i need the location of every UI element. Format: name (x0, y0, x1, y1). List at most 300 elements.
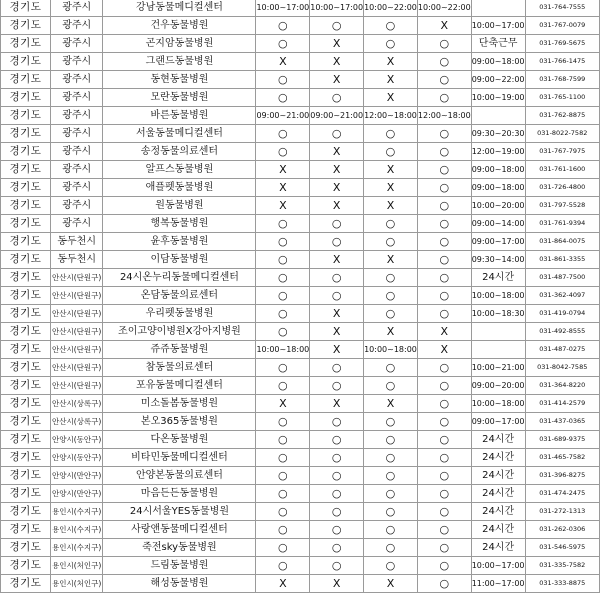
hours-cell-2[interactable]: X (310, 161, 364, 179)
hours-cell-4[interactable]: ○ (417, 485, 471, 503)
hours-cell-3[interactable]: X (364, 251, 418, 269)
city-cell[interactable]: 광주시 (50, 161, 102, 179)
hospital-name-cell[interactable]: 그랜드동물병원 (103, 53, 256, 71)
hours-cell-2[interactable]: X (310, 575, 364, 593)
province-cell[interactable]: 경기도 (1, 359, 51, 377)
province-cell[interactable]: 경기도 (1, 467, 51, 485)
city-cell[interactable]: 안산시(단원구) (50, 341, 102, 359)
phone-cell[interactable]: 031-333-8875 (525, 575, 599, 593)
hours-cell-3[interactable]: X (364, 53, 418, 71)
phone-cell[interactable]: 031-764-7555 (525, 0, 599, 17)
hours-cell-4[interactable]: 12:00~18:00 (417, 107, 471, 125)
hospital-name-cell[interactable]: 애플펫동물병원 (103, 179, 256, 197)
city-cell[interactable]: 안양시(만안구) (50, 485, 102, 503)
hours-cell-5[interactable]: 단축근무 (471, 35, 525, 53)
hours-cell-3[interactable]: 10:00~18:00 (364, 341, 418, 359)
hours-cell-4[interactable]: X (417, 323, 471, 341)
hours-cell-2[interactable]: X (310, 143, 364, 161)
hours-cell-2[interactable]: ○ (310, 431, 364, 449)
phone-cell[interactable]: 031-769-5675 (525, 35, 599, 53)
phone-cell[interactable]: 031-765-1100 (525, 89, 599, 107)
hours-cell-1[interactable]: ○ (256, 251, 310, 269)
hours-cell-5[interactable]: 09:30~14:00 (471, 251, 525, 269)
province-cell[interactable]: 경기도 (1, 125, 51, 143)
province-cell[interactable]: 경기도 (1, 305, 51, 323)
city-cell[interactable]: 광주시 (50, 125, 102, 143)
hours-cell-1[interactable]: X (256, 197, 310, 215)
hours-cell-4[interactable]: ○ (417, 431, 471, 449)
province-cell[interactable]: 경기도 (1, 521, 51, 539)
hours-cell-5[interactable]: 09:00~14:00 (471, 215, 525, 233)
hours-cell-5[interactable]: 10:00~21:00 (471, 359, 525, 377)
phone-cell[interactable]: 031-797-5528 (525, 197, 599, 215)
phone-cell[interactable]: 031-768-7599 (525, 71, 599, 89)
hospital-name-cell[interactable]: 포유동물메디컬센터 (103, 377, 256, 395)
hours-cell-4[interactable]: ○ (417, 143, 471, 161)
city-cell[interactable]: 광주시 (50, 107, 102, 125)
hours-cell-2[interactable]: ○ (310, 413, 364, 431)
province-cell[interactable]: 경기도 (1, 179, 51, 197)
hours-cell-1[interactable]: ○ (256, 233, 310, 251)
hours-cell-1[interactable]: X (256, 575, 310, 593)
hours-cell-3[interactable]: ○ (364, 233, 418, 251)
hours-cell-4[interactable]: ○ (417, 53, 471, 71)
hours-cell-2[interactable]: ○ (310, 215, 364, 233)
city-cell[interactable]: 광주시 (50, 0, 102, 17)
hours-cell-4[interactable]: ○ (417, 251, 471, 269)
city-cell[interactable]: 안산시(단원구) (50, 323, 102, 341)
hours-cell-1[interactable]: ○ (256, 269, 310, 287)
hospital-name-cell[interactable]: 송정동물의료센터 (103, 143, 256, 161)
hospital-name-cell[interactable]: 비타민동물메디컬센터 (103, 449, 256, 467)
hours-cell-4[interactable]: ○ (417, 287, 471, 305)
hospital-name-cell[interactable]: 윤후동물병원 (103, 233, 256, 251)
hours-cell-5[interactable]: 10:00~17:00 (471, 557, 525, 575)
province-cell[interactable]: 경기도 (1, 539, 51, 557)
city-cell[interactable]: 동두천시 (50, 251, 102, 269)
city-cell[interactable]: 광주시 (50, 35, 102, 53)
hours-cell-3[interactable]: ○ (364, 143, 418, 161)
city-cell[interactable]: 안산시(단원구) (50, 287, 102, 305)
hours-cell-1[interactable]: ○ (256, 431, 310, 449)
hours-cell-2[interactable]: X (310, 395, 364, 413)
province-cell[interactable]: 경기도 (1, 503, 51, 521)
hours-cell-2[interactable]: X (310, 197, 364, 215)
hours-cell-3[interactable]: ○ (364, 539, 418, 557)
hours-cell-4[interactable]: ○ (417, 35, 471, 53)
hours-cell-2[interactable]: X (310, 251, 364, 269)
hours-cell-2[interactable]: X (310, 35, 364, 53)
hospital-name-cell[interactable]: 쥬쥬동물병원 (103, 341, 256, 359)
hours-cell-3[interactable]: ○ (364, 359, 418, 377)
hospital-name-cell[interactable]: 본오365동물병원 (103, 413, 256, 431)
phone-cell[interactable]: 031-262-0306 (525, 521, 599, 539)
city-cell[interactable]: 안산시(단원구) (50, 305, 102, 323)
hospital-name-cell[interactable]: 안양본동물의료센터 (103, 467, 256, 485)
hours-cell-1[interactable]: ○ (256, 503, 310, 521)
hours-cell-2[interactable]: X (310, 323, 364, 341)
hospital-name-cell[interactable]: 해성동물병원 (103, 575, 256, 593)
hospital-name-cell[interactable]: 드림동물병원 (103, 557, 256, 575)
hospital-name-cell[interactable]: 서울동물메디컬센터 (103, 125, 256, 143)
hours-cell-2[interactable]: 10:00~17:00 (310, 0, 364, 17)
hours-cell-1[interactable]: ○ (256, 539, 310, 557)
hours-cell-1[interactable]: ○ (256, 377, 310, 395)
province-cell[interactable]: 경기도 (1, 575, 51, 593)
hours-cell-4[interactable]: ○ (417, 197, 471, 215)
hours-cell-1[interactable]: ○ (256, 125, 310, 143)
phone-cell[interactable]: 031-465-7582 (525, 449, 599, 467)
city-cell[interactable]: 용인시(처인구) (50, 575, 102, 593)
hours-cell-5[interactable]: 10:00~20:00 (471, 197, 525, 215)
province-cell[interactable]: 경기도 (1, 449, 51, 467)
hours-cell-3[interactable]: X (364, 395, 418, 413)
hours-cell-4[interactable]: ○ (417, 557, 471, 575)
hours-cell-2[interactable]: ○ (310, 17, 364, 35)
hours-cell-2[interactable]: ○ (310, 359, 364, 377)
hours-cell-4[interactable]: ○ (417, 395, 471, 413)
hospital-name-cell[interactable]: 온담동물의료센터 (103, 287, 256, 305)
phone-cell[interactable]: 031-492-8555 (525, 323, 599, 341)
province-cell[interactable]: 경기도 (1, 197, 51, 215)
hours-cell-5[interactable]: 09:00~17:00 (471, 233, 525, 251)
hours-cell-1[interactable]: ○ (256, 413, 310, 431)
hours-cell-4[interactable]: ○ (417, 233, 471, 251)
hours-cell-3[interactable]: ○ (364, 287, 418, 305)
hours-cell-3[interactable]: ○ (364, 413, 418, 431)
hours-cell-1[interactable]: X (256, 161, 310, 179)
hours-cell-3[interactable]: ○ (364, 431, 418, 449)
hours-cell-3[interactable]: ○ (364, 449, 418, 467)
hours-cell-1[interactable]: ○ (256, 215, 310, 233)
hospital-name-cell[interactable]: 이담동물병원 (103, 251, 256, 269)
hospital-name-cell[interactable]: 마음든든동물병원 (103, 485, 256, 503)
phone-cell[interactable]: 031-761-9394 (525, 215, 599, 233)
hours-cell-4[interactable]: ○ (417, 413, 471, 431)
hospital-name-cell[interactable]: 죽전sky동물병원 (103, 539, 256, 557)
province-cell[interactable]: 경기도 (1, 413, 51, 431)
hours-cell-4[interactable]: ○ (417, 503, 471, 521)
hours-cell-5[interactable]: 11:00~17:00 (471, 575, 525, 593)
hours-cell-4[interactable]: ○ (417, 125, 471, 143)
hospital-name-cell[interactable]: 강남동물메디컬센터 (103, 0, 256, 17)
phone-cell[interactable]: 031-474-2475 (525, 485, 599, 503)
phone-cell[interactable]: 031-767-7975 (525, 143, 599, 161)
hours-cell-5[interactable]: 10:00~19:00 (471, 89, 525, 107)
hours-cell-1[interactable]: ○ (256, 467, 310, 485)
hours-cell-1[interactable]: X (256, 53, 310, 71)
city-cell[interactable]: 안산시(단원구) (50, 359, 102, 377)
hours-cell-1[interactable]: ○ (256, 143, 310, 161)
hours-cell-1[interactable]: ○ (256, 521, 310, 539)
hours-cell-5[interactable]: 24시간 (471, 485, 525, 503)
city-cell[interactable]: 용인시(처인구) (50, 557, 102, 575)
phone-cell[interactable]: 031-8022-7582 (525, 125, 599, 143)
hours-cell-1[interactable]: X (256, 179, 310, 197)
hours-cell-5[interactable]: 24시간 (471, 521, 525, 539)
hours-cell-5[interactable]: 12:00~19:00 (471, 143, 525, 161)
phone-cell[interactable]: 031-419-0794 (525, 305, 599, 323)
hours-cell-5[interactable]: 24시간 (471, 269, 525, 287)
hours-cell-3[interactable]: ○ (364, 35, 418, 53)
hours-cell-3[interactable]: X (364, 323, 418, 341)
hospital-name-cell[interactable]: 사랑앤동물메디컬센터 (103, 521, 256, 539)
hours-cell-2[interactable]: X (310, 53, 364, 71)
hours-cell-3[interactable]: 10:00~22:00 (364, 0, 418, 17)
phone-cell[interactable]: 031-761-1600 (525, 161, 599, 179)
hospital-name-cell[interactable]: 건우동물병원 (103, 17, 256, 35)
hours-cell-3[interactable]: X (364, 575, 418, 593)
hours-cell-1[interactable]: ○ (256, 323, 310, 341)
phone-cell[interactable]: 031-272-1313 (525, 503, 599, 521)
hours-cell-1[interactable]: ○ (256, 89, 310, 107)
hours-cell-4[interactable]: ○ (417, 179, 471, 197)
hours-cell-4[interactable]: ○ (417, 71, 471, 89)
phone-cell[interactable]: 031-767-0079 (525, 17, 599, 35)
hours-cell-3[interactable]: ○ (364, 503, 418, 521)
hours-cell-4[interactable]: ○ (417, 539, 471, 557)
hours-cell-4[interactable]: X (417, 341, 471, 359)
province-cell[interactable]: 경기도 (1, 0, 51, 17)
hours-cell-4[interactable]: ○ (417, 359, 471, 377)
phone-cell[interactable]: 031-861-3355 (525, 251, 599, 269)
hours-cell-3[interactable]: X (364, 197, 418, 215)
hours-cell-2[interactable]: ○ (310, 521, 364, 539)
hours-cell-5[interactable]: 24시간 (471, 431, 525, 449)
hospital-name-cell[interactable]: 조이고양이병원X강아지병원 (103, 323, 256, 341)
hours-cell-2[interactable]: X (310, 305, 364, 323)
city-cell[interactable]: 안산시(단원구) (50, 269, 102, 287)
phone-cell[interactable]: 031-8042-7585 (525, 359, 599, 377)
hours-cell-1[interactable]: 10:00~18:00 (256, 341, 310, 359)
province-cell[interactable]: 경기도 (1, 35, 51, 53)
city-cell[interactable]: 용인시(수지구) (50, 503, 102, 521)
hours-cell-3[interactable]: ○ (364, 125, 418, 143)
city-cell[interactable]: 용인시(수지구) (50, 539, 102, 557)
hours-cell-1[interactable]: 09:00~21:00 (256, 107, 310, 125)
phone-cell[interactable]: 031-766-1475 (525, 53, 599, 71)
hours-cell-3[interactable]: ○ (364, 17, 418, 35)
city-cell[interactable]: 안산시(상록구) (50, 395, 102, 413)
hospital-name-cell[interactable]: 참동물의료센터 (103, 359, 256, 377)
phone-cell[interactable]: 031-689-9375 (525, 431, 599, 449)
hours-cell-3[interactable]: ○ (364, 377, 418, 395)
hours-cell-2[interactable]: ○ (310, 89, 364, 107)
hours-cell-1[interactable]: ○ (256, 35, 310, 53)
table-row (1, 107, 600, 125)
phone-cell[interactable]: 031-414-2579 (525, 395, 599, 413)
hours-cell-4[interactable]: ○ (417, 215, 471, 233)
hours-cell-4[interactable]: ○ (417, 305, 471, 323)
hours-cell-2[interactable]: ○ (310, 377, 364, 395)
hours-cell-2[interactable]: ○ (310, 557, 364, 575)
hours-cell-4[interactable]: 10:00~22:00 (417, 0, 471, 17)
hospital-name-cell[interactable]: 24시온누리동물메디컬센터 (103, 269, 256, 287)
province-cell[interactable]: 경기도 (1, 485, 51, 503)
hours-cell-3[interactable]: ○ (364, 467, 418, 485)
hours-cell-5[interactable]: 24시간 (471, 539, 525, 557)
city-cell[interactable]: 광주시 (50, 143, 102, 161)
hours-cell-3[interactable]: ○ (364, 305, 418, 323)
hours-cell-2[interactable]: X (310, 71, 364, 89)
hospital-name-cell[interactable]: 우리펫동물병원 (103, 305, 256, 323)
hours-cell-2[interactable]: ○ (310, 269, 364, 287)
hours-cell-4[interactable]: ○ (417, 449, 471, 467)
city-cell[interactable]: 안양시(만안구) (50, 467, 102, 485)
phone-cell[interactable]: 031-762-8875 (525, 107, 599, 125)
hospital-name-cell[interactable]: 미소돌봄동물병원 (103, 395, 256, 413)
hours-cell-1[interactable]: ○ (256, 485, 310, 503)
city-cell[interactable]: 광주시 (50, 197, 102, 215)
hospital-name-cell[interactable]: 곤지암동물병원 (103, 35, 256, 53)
hours-cell-5[interactable] (471, 323, 525, 341)
city-cell[interactable]: 광주시 (50, 89, 102, 107)
province-cell[interactable]: 경기도 (1, 143, 51, 161)
hours-cell-2[interactable]: ○ (310, 287, 364, 305)
hours-cell-5[interactable]: 10:00~18:00 (471, 287, 525, 305)
province-cell[interactable]: 경기도 (1, 557, 51, 575)
province-cell[interactable]: 경기도 (1, 323, 51, 341)
hospital-name-cell[interactable]: 원동물병원 (103, 197, 256, 215)
hours-cell-5[interactable] (471, 0, 525, 17)
province-cell[interactable]: 경기도 (1, 377, 51, 395)
hours-cell-3[interactable]: X (364, 89, 418, 107)
city-cell[interactable]: 광주시 (50, 71, 102, 89)
hours-cell-2[interactable]: ○ (310, 539, 364, 557)
hours-cell-1[interactable]: ○ (256, 359, 310, 377)
phone-cell[interactable]: 031-362-4097 (525, 287, 599, 305)
hours-cell-3[interactable]: ○ (364, 485, 418, 503)
hours-cell-2[interactable]: X (310, 179, 364, 197)
hours-cell-5[interactable]: 09:30~20:30 (471, 125, 525, 143)
hospital-name-cell[interactable]: 동현동물병원 (103, 71, 256, 89)
hours-cell-1[interactable]: ○ (256, 17, 310, 35)
city-cell[interactable]: 안산시(상록구) (50, 413, 102, 431)
hospital-name-cell[interactable]: 다온동물병원 (103, 431, 256, 449)
hours-cell-4[interactable]: ○ (417, 269, 471, 287)
province-cell[interactable]: 경기도 (1, 89, 51, 107)
hours-cell-1[interactable]: X (256, 395, 310, 413)
phone-cell[interactable]: 031-487-7500 (525, 269, 599, 287)
hours-cell-2[interactable]: ○ (310, 125, 364, 143)
hours-cell-2[interactable]: ○ (310, 467, 364, 485)
province-cell[interactable]: 경기도 (1, 233, 51, 251)
phone-cell[interactable]: 031-864-0075 (525, 233, 599, 251)
city-cell[interactable]: 용인시(수지구) (50, 521, 102, 539)
province-cell[interactable]: 경기도 (1, 161, 51, 179)
hospital-name-cell[interactable]: 바른동물병원 (103, 107, 256, 125)
phone-cell[interactable]: 031-437-0365 (525, 413, 599, 431)
table-row (1, 377, 600, 395)
hours-cell-1[interactable]: ○ (256, 71, 310, 89)
hospital-name-cell[interactable]: 24시서울YES동물병원 (103, 503, 256, 521)
city-cell[interactable]: 광주시 (50, 179, 102, 197)
hours-cell-4[interactable]: ○ (417, 89, 471, 107)
hours-cell-1[interactable]: ○ (256, 557, 310, 575)
city-cell[interactable]: 동두천시 (50, 233, 102, 251)
hours-cell-3[interactable]: ○ (364, 521, 418, 539)
hours-cell-3[interactable]: ○ (364, 215, 418, 233)
hours-cell-4[interactable]: ○ (417, 467, 471, 485)
phone-cell[interactable]: 031-364-8220 (525, 377, 599, 395)
phone-cell[interactable]: 031-487-0275 (525, 341, 599, 359)
province-cell[interactable]: 경기도 (1, 71, 51, 89)
hours-cell-3[interactable]: 12:00~18:00 (364, 107, 418, 125)
province-cell[interactable]: 경기도 (1, 17, 51, 35)
hours-cell-1[interactable]: ○ (256, 287, 310, 305)
province-cell[interactable]: 경기도 (1, 431, 51, 449)
hours-cell-5[interactable]: 09:00~18:00 (471, 53, 525, 71)
phone-cell[interactable]: 031-335-7582 (525, 557, 599, 575)
hours-cell-1[interactable]: ○ (256, 449, 310, 467)
table-row (1, 17, 600, 35)
phone-cell[interactable]: 031-546-5975 (525, 539, 599, 557)
hours-cell-5[interactable] (471, 107, 525, 125)
hours-cell-5[interactable]: 10:00~18:30 (471, 305, 525, 323)
province-cell[interactable]: 경기도 (1, 269, 51, 287)
hospital-name-cell[interactable]: 행복동물병원 (103, 215, 256, 233)
province-cell[interactable]: 경기도 (1, 53, 51, 71)
hours-cell-5[interactable]: 09:00~17:00 (471, 413, 525, 431)
hours-cell-4[interactable]: ○ (417, 377, 471, 395)
hours-cell-3[interactable]: X (364, 71, 418, 89)
province-cell[interactable]: 경기도 (1, 287, 51, 305)
hours-cell-3[interactable]: ○ (364, 269, 418, 287)
hours-cell-5[interactable]: 09:00~18:00 (471, 161, 525, 179)
phone-cell[interactable]: 031-396-8275 (525, 467, 599, 485)
hours-cell-2[interactable]: X (310, 341, 364, 359)
city-cell[interactable]: 광주시 (50, 53, 102, 71)
hours-cell-5[interactable]: 09:00~20:00 (471, 377, 525, 395)
hours-cell-4[interactable]: ○ (417, 521, 471, 539)
hours-cell-1[interactable]: 10:00~17:00 (256, 0, 310, 17)
hours-cell-3[interactable]: X (364, 161, 418, 179)
hours-cell-5[interactable]: 24시간 (471, 467, 525, 485)
province-cell[interactable]: 경기도 (1, 107, 51, 125)
hours-cell-2[interactable]: ○ (310, 449, 364, 467)
city-cell[interactable]: 안양시(동안구) (50, 431, 102, 449)
hours-cell-5[interactable]: 10:00~17:00 (471, 17, 525, 35)
hours-cell-2[interactable]: ○ (310, 485, 364, 503)
hours-cell-5[interactable]: 09:00~22:00 (471, 71, 525, 89)
province-cell[interactable]: 경기도 (1, 215, 51, 233)
hours-cell-5[interactable] (471, 341, 525, 359)
hours-cell-2[interactable]: ○ (310, 233, 364, 251)
hours-cell-1[interactable]: ○ (256, 305, 310, 323)
city-cell[interactable]: 광주시 (50, 215, 102, 233)
city-cell[interactable]: 광주시 (50, 17, 102, 35)
hours-cell-2[interactable]: 09:00~21:00 (310, 107, 364, 125)
hours-cell-4[interactable]: ○ (417, 575, 471, 593)
hours-cell-3[interactable]: X (364, 179, 418, 197)
hours-cell-5[interactable]: 09:00~18:00 (471, 179, 525, 197)
hours-cell-5[interactable]: 24시간 (471, 449, 525, 467)
city-cell[interactable]: 안양시(동안구) (50, 449, 102, 467)
province-cell[interactable]: 경기도 (1, 251, 51, 269)
hours-cell-4[interactable]: X (417, 17, 471, 35)
city-cell[interactable]: 안산시(단원구) (50, 377, 102, 395)
province-cell[interactable]: 경기도 (1, 341, 51, 359)
province-cell[interactable]: 경기도 (1, 395, 51, 413)
hospital-name-cell[interactable]: 알프스동물병원 (103, 161, 256, 179)
hours-cell-5[interactable]: 24시간 (471, 503, 525, 521)
hours-cell-5[interactable]: 10:00~18:00 (471, 395, 525, 413)
hours-cell-3[interactable]: ○ (364, 557, 418, 575)
phone-cell[interactable]: 031-726-4800 (525, 179, 599, 197)
hospital-name-cell[interactable]: 모란동물병원 (103, 89, 256, 107)
hours-cell-2[interactable]: ○ (310, 503, 364, 521)
hours-cell-4[interactable]: ○ (417, 161, 471, 179)
